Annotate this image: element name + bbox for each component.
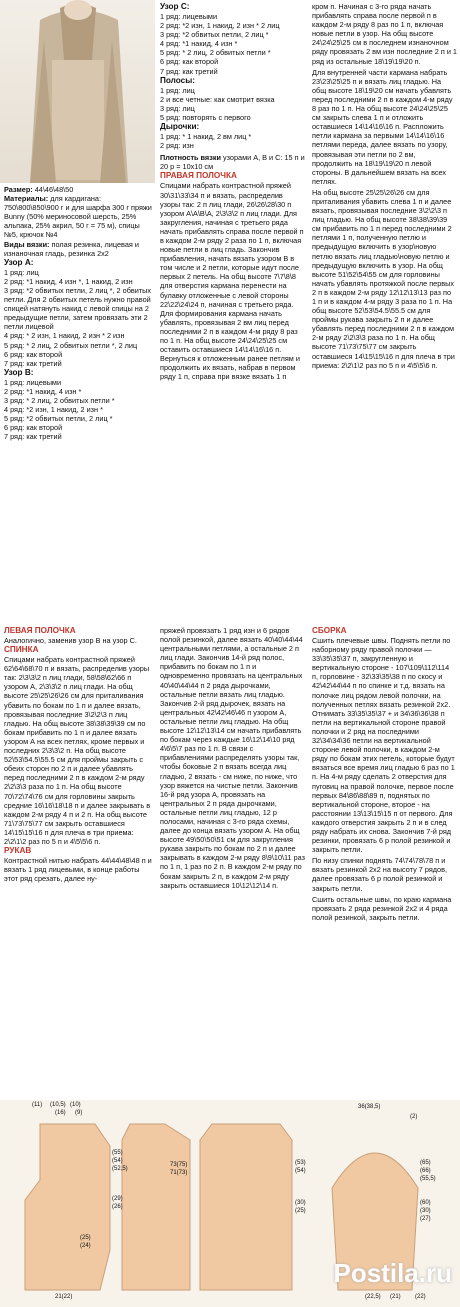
dim-label: (21) bbox=[390, 1294, 401, 1300]
pattern-a-row: 6 ряд: как второй bbox=[4, 349, 63, 359]
dim-label: (10) bbox=[70, 1102, 81, 1108]
dim-label: (29) bbox=[112, 1196, 123, 1202]
pattern-b-row: 5 ряд: *2 обвитых петли, 2 лиц * bbox=[4, 414, 113, 424]
dim-label: (26) bbox=[112, 1204, 123, 1210]
pattern-b-row: 2 ряд: *1 накид, 4 изн * bbox=[4, 386, 82, 396]
density-text: узорами А, В и С: 15 п и 20 р = 10х10 см bbox=[160, 153, 305, 172]
pattern-c-row: 2 ряд: *2 изн, 1 накид, 2 изн * 2 лиц bbox=[160, 21, 280, 31]
dim-label: (30) bbox=[420, 1208, 431, 1214]
pattern-b-row: 6 ряд: как второй bbox=[4, 423, 63, 433]
pattern-a-row: 4 ряд: * 2 изн, 1 накид, 2 изн * 2 изн bbox=[4, 331, 125, 341]
dim-label: (16) bbox=[55, 1110, 66, 1116]
dim-label: 21(22) bbox=[55, 1294, 73, 1300]
dim-label: (55) bbox=[112, 1150, 123, 1156]
pattern-c-row: 4 ряд: *1 накид, 4 изн * bbox=[160, 39, 238, 49]
right-front-later-text: На общ высоте 25\25\26\26 см для приталивания убавить слева 1 п и далее вязать, провязывая последние 3\2\2\3 п лиц гладью. На общ высоте 38\38\39\39 см прибавить по 1 п перед последними 2 петлями 1 п, полученную петлю и предыдущую включить в узор\новую петлю вязать лиц гладью\новую петлю и предыдущую включить в узор. На общ высоте 51\52\54\55 см для горловины начать убавлять протяжкой после первых 2 п в каждом 2-м ряду 12\12\13\13 раз по 1 п и в каждом 4-м ряду 3 раза по 1 п. На общ высоте 52\53\54.5\55.5 см для проймы рукава закрыть 2 п и далее убавлять перед последними 2 п в каждом 2-м ряду 2\2\3\3 раза по 1 п. На общ высоте 71\73\75\77 см закрыть оставшиеся 14\15\15\16 п для плеча в три приема: 2\2\1\2 раз по 5 п и 4\5\5\6 п. bbox=[312, 187, 455, 370]
column-middle-bottom bbox=[160, 626, 305, 890]
pattern-c-row: 1 ряд: лицевыми bbox=[160, 12, 218, 21]
dim-label: (54) bbox=[295, 1168, 306, 1174]
column-left-bottom bbox=[4, 626, 152, 883]
dim-label: (2) bbox=[410, 1114, 418, 1120]
pattern-b-row: 7 ряд: как третий bbox=[4, 432, 62, 442]
dim-label: (10,5) bbox=[50, 1102, 66, 1108]
dim-label: (55,5) bbox=[420, 1176, 436, 1182]
dim-label: (66) bbox=[420, 1168, 431, 1174]
pattern-b-row: 4 ряд: *2 изн, 1 накид, 2 изн * bbox=[4, 405, 103, 415]
left-front-title: ЛЕВАЯ ПОЛОЧКА bbox=[4, 626, 76, 635]
pattern-c-row: 6 ряд: как второй bbox=[160, 57, 219, 67]
assembly-text: Сшить плечевые швы. Поднять петли по наборному ряду правой полочки — 33\35\35\37 п, закругленную и вертикальную стороне - 107\109\112\114 п, горловине - 32\33\35\38 п по скосу и 42\42\44\44 п по спинке и т.д. вязать на полочке лиц рядом левой полочки, на полученных петлях вязать резинкой 2х2. Отнимать 33\35\35\37 + и 34\36\36\38 п петли на вертикальной стороне правой полочки и 2 ряд на последними 32\34\34\36 петли на вертикальной стороне левой полочки, в каждом 2-м ряду по бокам этих петель, которые будут вязаться все время лиц гладью 6 раз по 1 п. На 4-м ряду сделать 2 отверстия для пуговиц на правой полочке, первое после первых 84\86\88\89 п, поднятых по вертикальной стороне, второе - на расстоянии 13\13\15\15 п от первого. Для каждого отверстия закрыть 2 п и в след ряду набрать их снова. Закончив 7-й ряд резинки, провязать 6 р полой резинкой и закрыть петли. bbox=[312, 636, 455, 855]
dim-label: (25) bbox=[80, 1235, 91, 1241]
dim-label: (54) bbox=[112, 1158, 123, 1164]
dim-label: (22) bbox=[415, 1294, 426, 1300]
pattern-diagram bbox=[0, 1100, 460, 1307]
column-middle-top bbox=[160, 2, 305, 381]
right-front-title: ПРАВАЯ ПОЛОЧКА bbox=[160, 171, 237, 181]
stripes-title: Полосы: bbox=[160, 75, 195, 85]
types-text: полая резинка, лицевая и изнаночная гладь, резинка 2х2 bbox=[4, 239, 139, 258]
final-text: Сшить остальные швы, по краю кармана провязать 2 ряда резинкой 2х2 и 4 ряда полой резинкой, закрыть петли. bbox=[312, 894, 452, 922]
dim-label: (24) bbox=[80, 1243, 91, 1249]
dim-label: 71(73) bbox=[170, 1170, 188, 1176]
dim-label: (53) bbox=[295, 1160, 306, 1166]
sleeve-title: РУКАВ bbox=[4, 846, 32, 856]
dim-label: (60) bbox=[420, 1200, 431, 1206]
pattern-b-row: 3 ряд: * 2 лиц, 2 обвитых петли * bbox=[4, 395, 115, 405]
back-title: СПИНКА bbox=[4, 645, 39, 655]
dim-label: (65) bbox=[420, 1160, 431, 1166]
pattern-a-row: 7 ряд: как третий bbox=[4, 358, 62, 368]
dim-label: (30) bbox=[295, 1200, 306, 1206]
pattern-c-row: 5 ряд: * 2 лиц, 2 обвитых петли * bbox=[160, 48, 271, 58]
column-right-top bbox=[312, 2, 457, 370]
pattern-c-row: 7 ряд: как третий bbox=[160, 66, 218, 76]
dim-label: (11) bbox=[32, 1102, 43, 1108]
right-front-text: Спицами набрать контрастной пряжей 30\31\33\34 п и вязать, распределив узоры так: 2 п лиц глади, 26\26\28\30 п узором А\А\В\А, 2\3\3\2 п лиц глади. Для закругления, начиная с третьего ряда начать прибавлять справа после первой п в каждом 2-м ряду 2 раза по 1 п, включая новые петли в лиц гладь. Закончив прибавления, начать вязать узором В в том числе и 2 петли, которые идут после первых 2 петель. На общ высоте 7\7\8\8 для отверстия кармана перенести на булавку отложенные с левой стороны 22\22\24\24 п, начиная с третьего ряда. Для формирования кармана начать убавлять, провязывая 2 вм лиц перед последними 2 п в каждом 4-м ряду 8 раз по 1 п. На общ высоте 24\24\25\25 см оставить оставшиеся 14\14\16\16 п. Вернуться к отложенным ранее петлям и продолжить их вязать, набрав в первом ряду 1 п, справа при вязке вязать 1 п bbox=[160, 181, 304, 382]
materials-label: Материалы: bbox=[4, 194, 49, 204]
dim-label: (9) bbox=[75, 1110, 83, 1116]
stripes-row: 5 ряд: повторять с первого bbox=[160, 112, 251, 122]
dim-label: (22,5) bbox=[365, 1294, 381, 1300]
pattern-c-title: Узор С: bbox=[160, 2, 190, 11]
sleeve-continued-text: пряжей провязать 1 ряд изн и 6 рядов полой резинкой, далее вязать 40\40\44\44 центральными петлями, а остальные 2 п лиц глади. Закончив 14-й ряд полос, прибавить по бокам по 1 п и одновременно провязать на центральных 40\40\44\44 п 2 ряда дырочками, остальные петли вязать лиц гладью. Закончив 2-й ряд дырочек, вязать на центральных 42\42\46\46 п узором А, остальные петли лиц гладью. На общ высоте 12\12\13\14 см начать прибавлять по бокам через каждые 16\12\14\10 ряд 4\6\5\7 раз по 1 п. В связи с прибавлениями распределять узоры так, чтобы боковые 2 п вязать всегда лиц гладью, 2 вязать - см ниже, по ниже, что узор вяжется на чистые петли. Закончив 16-й ряд узора А, провязать на центральных 2 п ряда дырочками, остальные петли лиц гладью, 12 р полосами, начиная с 3-го ряда схемы, далее до конца вязать узором А. На общ высоте 49\50\50\51 см для закругления рукава закрыть по бокам по 2 п и далее закрывать в каждом 2-м ряду 8\9\10\11 раз по 1 п, 1 раз по 2 п. В каждом 2-м ряду по бокам закрыть 2 п, в каждом 2-м ряду закрыть оставшиеся 10\12\12\14 п. bbox=[160, 626, 306, 890]
column-left-top bbox=[4, 185, 152, 441]
bottom-text: По низу спинки поднять 74\74\78\78 п и вязать резинкой 2х2 на высоту 7 рядов, далее провязать 6 р полой резинкой и закрыть петли. bbox=[312, 856, 447, 893]
types-label: Виды вязки: bbox=[4, 239, 50, 249]
dim-label: 73(75) bbox=[170, 1162, 188, 1168]
stripes-row: 2 и все четные: как смотрит вязка bbox=[160, 94, 275, 104]
stripes-row: 1 ряд: лиц bbox=[160, 85, 195, 95]
pattern-a-row: 1 ряд: лиц bbox=[4, 267, 39, 277]
dim-label: (27) bbox=[420, 1216, 431, 1222]
holes-row: 2 ряд: изн bbox=[160, 141, 194, 151]
pattern-b-title: Узор В: bbox=[4, 367, 34, 377]
pattern-a-row: 2 ряд: *1 накид, 4 изн *, 1 накид, 2 изн bbox=[4, 276, 133, 286]
size-value: 44\46\48\50 bbox=[34, 185, 74, 194]
back-text: Спицами набрать контрастной пряжей 62\64\68\70 п и вязать, распределив узоры так: 2\3\3\2 п лиц глади, 58\58\62\66 п узором А, 2\3\3\2 п лиц глади. На общ высоте 25\25\26\26 см для приталивания убавить по бокам по 1 п и далее вязать, провязывая последние 3\2\2\3 п лиц гладью. На общ высоте 38\38\39\39 см по бокам прибавить по 1 п и далее вязать узором А на всех петлях, кроме первых и последних 2\3\3\2 п. На общ высоте 52\53\54.5\55.5 см для проймы закрыть с обеих сторон по 2 п и далее убавлять перед последними 2 п в каждом 2-м ряду 2\2\3\3 раза по 1 п. На общ высоте 70\72\74\76 см для горловины закрыть средние 16\16\18\18 п и далее закрывать в каждом 2-м ряду 4 п и 2 п. На общ высоте 71\73\75\77 см закрыть оставшиеся 14\15\15\16 п для плеча в три приема: 2\2\1\2 раз по 5 п и 4\5\5\6 п. bbox=[4, 655, 151, 846]
materials-text: для кардигана: 750\800\850\900 г и для шарфа 300 г пряжи Bunny (50% мериносовой шерсть, 25% альпака, 25% акрил, 50 г = 75 м), спицы №5, крючок №4 bbox=[4, 194, 152, 240]
pattern-b-row: 1 ряд: лицевыми bbox=[4, 377, 62, 387]
column-right-bottom bbox=[312, 626, 457, 922]
holes-row: 1 ряд: * 1 накид, 2 вм лиц * bbox=[160, 132, 252, 142]
cardigan-photo bbox=[0, 0, 155, 183]
pattern-a-title: Узор А: bbox=[4, 257, 34, 267]
left-front-text: Аналогично, заменив узор В на узор С. bbox=[4, 636, 137, 645]
stripes-row: 3 ряд: лиц bbox=[160, 103, 195, 113]
pattern-c-row: 3 ряд: *2 обвитых петли, 2 лиц * bbox=[160, 30, 269, 40]
size-label: Размер: bbox=[4, 185, 33, 194]
pattern-a-row: 3 ряд: *2 обвитых петли, 2 лиц *, 2 обвитых петли. Для 2 обвитых петель нужно правой спицей натянуть накид с левой спицы на 2 предыдущие петли, затем провязать эти 2 петли лицевой bbox=[4, 285, 152, 332]
assembly-title: СБОРКА bbox=[312, 626, 347, 635]
pocket-inner-text: Для внутренней части кармана набрать 23\23\25\25 п и вязать лиц гладью. На общ высоте 18\19\20 см начать убавлять перед последними 2 п в каждом 4-м ряду 8 раз по 1 п. На общ высоте 24\24\25\25 см закрыть слева 1 п и отложить оставшиеся 14\14\16\16 п. Распложить петли кармана за первыми 14\14\16\16 петлями переда, далее вязать по узору, провязывая эти петли по 2 вм, продолжить на 18\19\19\20 п левой стороны. В дальнейшем вязать на всех петлях. bbox=[312, 67, 453, 186]
watermark: Postila.ru bbox=[333, 1258, 452, 1288]
holes-title: Дырочки: bbox=[160, 122, 200, 132]
sleeve-text: Контрастной нитью набрать 44\44\48\48 п и вязать 1 ряд лицевыми, в конце работы этот ряд срезать, далее ну- bbox=[4, 856, 152, 884]
density-label: Плотность вязки bbox=[160, 153, 221, 163]
dim-label: (25) bbox=[295, 1208, 306, 1214]
dim-label: 36(38,5) bbox=[358, 1104, 381, 1110]
dim-label: (52,5) bbox=[112, 1166, 128, 1172]
right-front-continued: кром п. Начиная с 3-го ряда начать прибавлять справа после первой п в каждом 2-м ряду 8 раз по 1 п, включая новые петли в узор. На общ высоте 24\24\25\25 см в последнем изнаночном ряду провязать 2 вм изн последние 2 п и 1 ряд из остальные 18\19\19\20 п. bbox=[312, 2, 457, 66]
pattern-a-row: 5 ряд: * 2 лиц, 2 обвитых петли *, 2 лиц bbox=[4, 340, 138, 350]
